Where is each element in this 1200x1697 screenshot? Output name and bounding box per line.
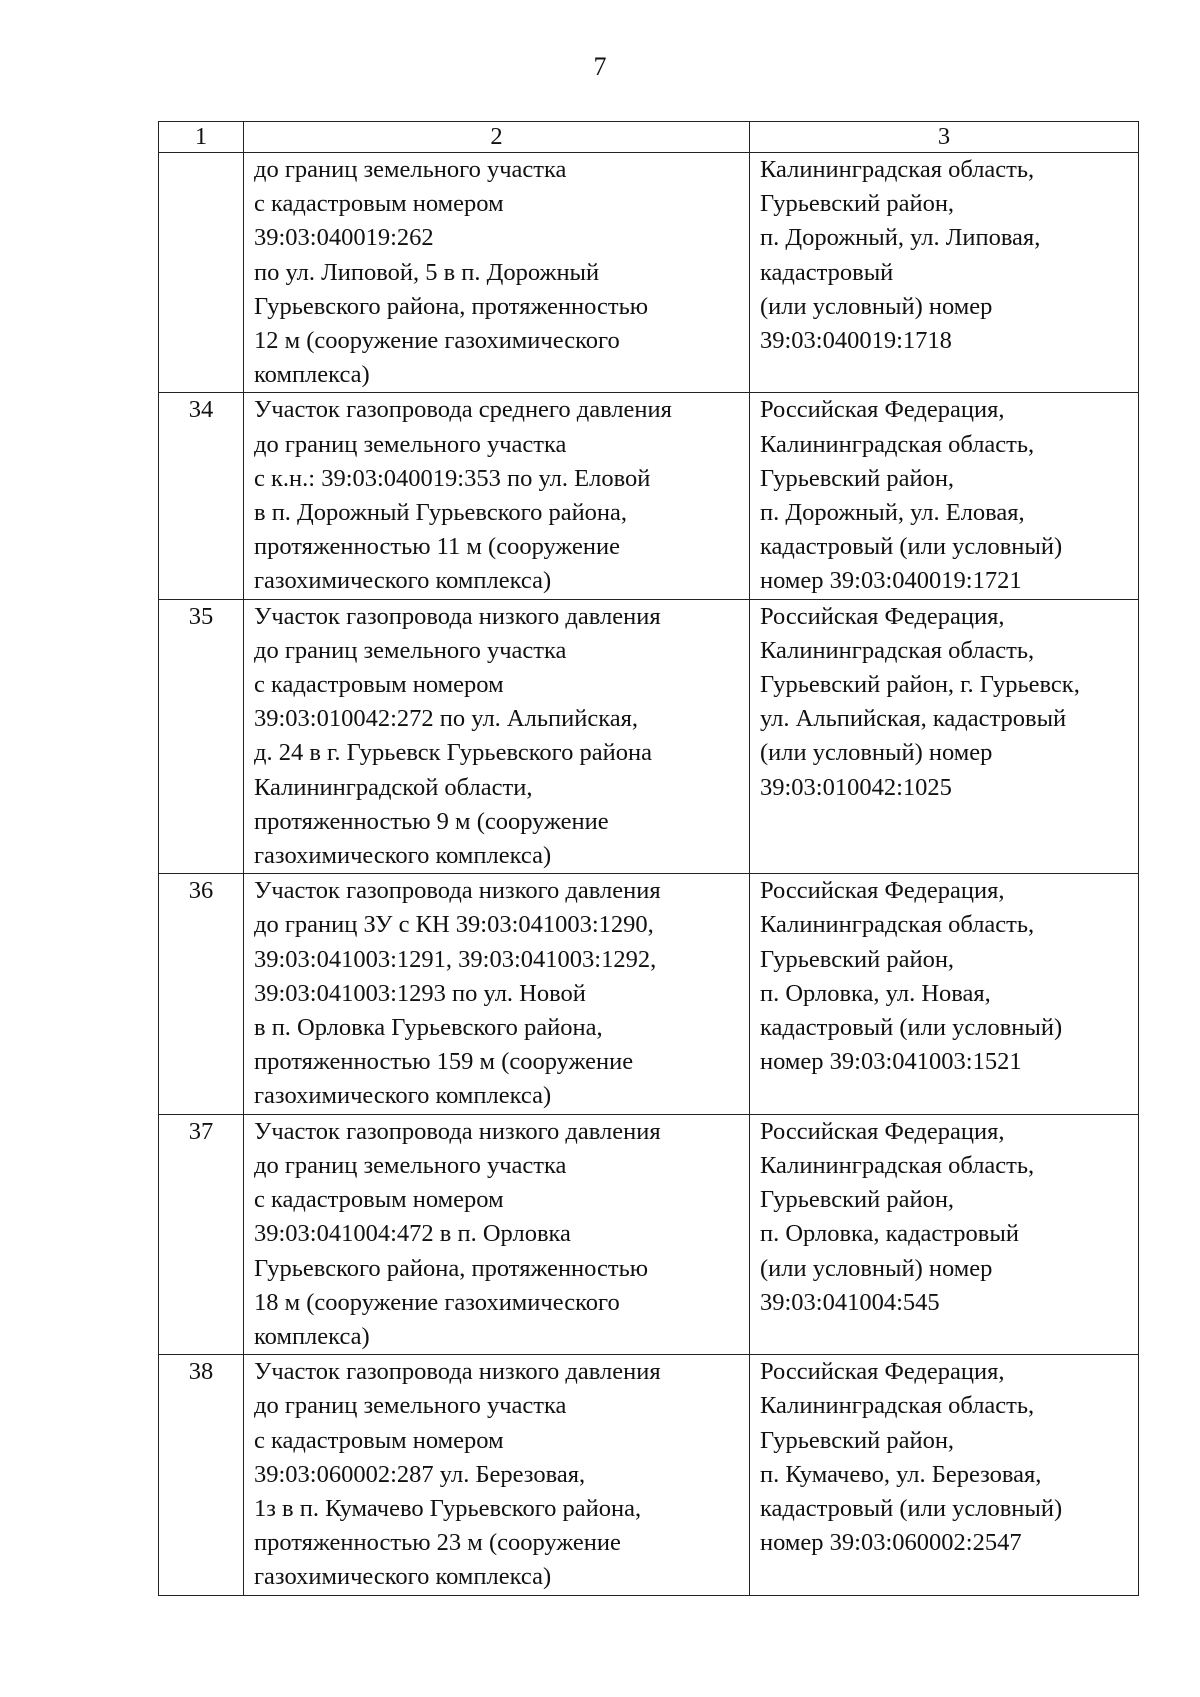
address-line: Калининградская область, — [760, 911, 1035, 939]
description-line: с кадастровым номером — [254, 190, 504, 218]
address-line: номер 39:03:060002:2547 — [760, 1529, 1022, 1557]
description-line: газохимического комплекса) — [254, 842, 552, 870]
address-line: Калининградская область, — [760, 636, 1035, 664]
address-line: Гурьевский район, — [760, 1426, 955, 1454]
description-line: газохимического комплекса) — [254, 1563, 552, 1591]
row-number: 36 — [159, 874, 244, 1114]
address-line: Гурьевский район, г. Гурьевск, — [760, 671, 1080, 699]
address-line: Гурьевский район, — [760, 945, 955, 973]
table-row — [159, 1355, 1139, 1595]
description-line: в п. Дорожный Гурьевского района, — [254, 499, 628, 527]
address-line: ул. Альпийская, кадастровый — [760, 705, 1067, 733]
description-line: протяженностью 11 м (сооружение — [254, 533, 620, 561]
row-address — [750, 599, 1139, 874]
description-line: 39:03:041003:1291, 39:03:041003:1292, — [254, 945, 657, 973]
address-line: п. Орловка, кадастровый — [760, 1220, 1019, 1248]
address-line: кадастровый (или условный) — [760, 533, 1063, 561]
row-description — [244, 1114, 750, 1354]
row-address — [750, 874, 1139, 1114]
address-line: (или условный) номер — [760, 292, 993, 320]
table-row — [159, 393, 1139, 599]
address-line: Российская Федерация, — [760, 877, 1005, 905]
description-line: Калининградской области, — [254, 773, 533, 801]
table-row — [159, 874, 1139, 1114]
row-number: 37 — [159, 1114, 244, 1354]
page-number: 7 — [593, 52, 607, 81]
document-table — [158, 121, 1139, 1596]
address-line: 39:03:041004:545 — [760, 1288, 940, 1316]
address-line: номер 39:03:040019:1721 — [760, 567, 1022, 595]
row-address — [750, 393, 1139, 599]
description-line: Участок газопровода низкого давления — [254, 602, 661, 630]
address-line: (или условный) номер — [760, 1254, 993, 1282]
row-address — [750, 153, 1139, 393]
description-line: по ул. Липовой, 5 в п. Дорожный — [254, 258, 600, 286]
table-row — [159, 153, 1139, 393]
description-line: д. 24 в г. Гурьевск Гурьевского района — [254, 739, 652, 767]
description-line: с кадастровым номером — [254, 1426, 504, 1454]
address-line: Российская Федерация, — [760, 1117, 1005, 1145]
address-line: п. Орловка, ул. Новая, — [760, 979, 991, 1007]
address-line: Калининградская область, — [760, 430, 1035, 458]
description-line: 18 м (сооружение газохимического — [254, 1288, 620, 1316]
column-header-number: 1 — [159, 122, 244, 153]
address-line: кадастровый — [760, 258, 894, 286]
address-line: 39:03:040019:1718 — [760, 327, 952, 355]
description-line: до границ земельного участка — [254, 1392, 567, 1420]
address-line: Российская Федерация, — [760, 602, 1005, 630]
description-line: Участок газопровода среднего давления — [254, 396, 672, 424]
address-line: Гурьевский район, — [760, 190, 955, 218]
address-line: Российская Федерация, — [760, 1358, 1005, 1386]
description-line: протяженностью 9 м (сооружение — [254, 807, 609, 835]
table-body — [159, 153, 1139, 1596]
description-line: комплекса) — [254, 1322, 370, 1350]
address-line: Калининградская область, — [760, 1151, 1035, 1179]
table-row — [159, 599, 1139, 874]
description-line: 39:03:041004:472 в п. Орловка — [254, 1220, 571, 1248]
description-line: комплекса) — [254, 361, 370, 389]
description-line: с кадастровым номером — [254, 1186, 504, 1214]
description-line: до границ земельного участка — [254, 1151, 567, 1179]
address-line: Гурьевский район, — [760, 464, 955, 492]
description-line: Гурьевского района, протяженностью — [254, 1254, 649, 1282]
description-line: протяженностью 159 м (сооружение — [254, 1048, 634, 1076]
address-line: (или условный) номер — [760, 739, 993, 767]
row-address — [750, 1114, 1139, 1354]
description-line: 39:03:041003:1293 по ул. Новой — [254, 979, 586, 1007]
description-line: до границ земельного участка — [254, 156, 567, 183]
address-line: п. Дорожный, ул. Липовая, — [760, 224, 1041, 252]
description-line: до границ ЗУ с КН 39:03:041003:1290, — [254, 911, 654, 939]
description-line: до границ земельного участка — [254, 430, 567, 458]
row-description — [244, 874, 750, 1114]
address-line: Калининградская область, — [760, 156, 1035, 183]
address-line: кадастровый (или условный) — [760, 1014, 1063, 1042]
address-line: п. Кумачево, ул. Березовая, — [760, 1460, 1042, 1488]
description-line: 1з в п. Кумачево Гурьевского района, — [254, 1494, 642, 1522]
column-header-address: 3 — [750, 122, 1139, 153]
address-line: Российская Федерация, — [760, 396, 1005, 424]
row-number — [159, 153, 244, 393]
row-address — [750, 1355, 1139, 1595]
row-description — [244, 393, 750, 599]
table-header-row — [159, 122, 1139, 153]
address-line: кадастровый (или условный) — [760, 1494, 1063, 1522]
row-description — [244, 153, 750, 393]
description-line: газохимического комплекса) — [254, 1082, 552, 1110]
description-line: в п. Орловка Гурьевского района, — [254, 1014, 603, 1042]
row-number: 35 — [159, 599, 244, 874]
row-description — [244, 1355, 750, 1595]
address-line: номер 39:03:041003:1521 — [760, 1048, 1022, 1076]
description-line: Гурьевского района, протяженностью — [254, 292, 649, 320]
address-line: п. Дорожный, ул. Еловая, — [760, 499, 1025, 527]
row-description — [244, 599, 750, 874]
row-number: 34 — [159, 393, 244, 599]
description-line: до границ земельного участка — [254, 636, 567, 664]
description-line: 12 м (сооружение газохимического — [254, 327, 620, 355]
column-header-description: 2 — [244, 122, 750, 153]
description-line: газохимического комплекса) — [254, 567, 552, 595]
address-line: Гурьевский район, — [760, 1186, 955, 1214]
address-line: Калининградская область, — [760, 1392, 1035, 1420]
description-line: Участок газопровода низкого давления — [254, 1358, 661, 1386]
table-row — [159, 1114, 1139, 1354]
description-line: 39:03:040019:262 — [254, 224, 434, 252]
address-line: 39:03:010042:1025 — [760, 773, 952, 801]
description-line: Участок газопровода низкого давления — [254, 1117, 661, 1145]
description-line: с к.н.: 39:03:040019:353 по ул. Еловой — [254, 464, 651, 492]
description-line: 39:03:010042:272 по ул. Альпийская, — [254, 705, 639, 733]
description-line: 39:03:060002:287 ул. Березовая, — [254, 1460, 586, 1488]
description-line: Участок газопровода низкого давления — [254, 877, 661, 905]
row-number: 38 — [159, 1355, 244, 1595]
description-line: с кадастровым номером — [254, 671, 504, 699]
description-line: протяженностью 23 м (сооружение — [254, 1529, 621, 1557]
